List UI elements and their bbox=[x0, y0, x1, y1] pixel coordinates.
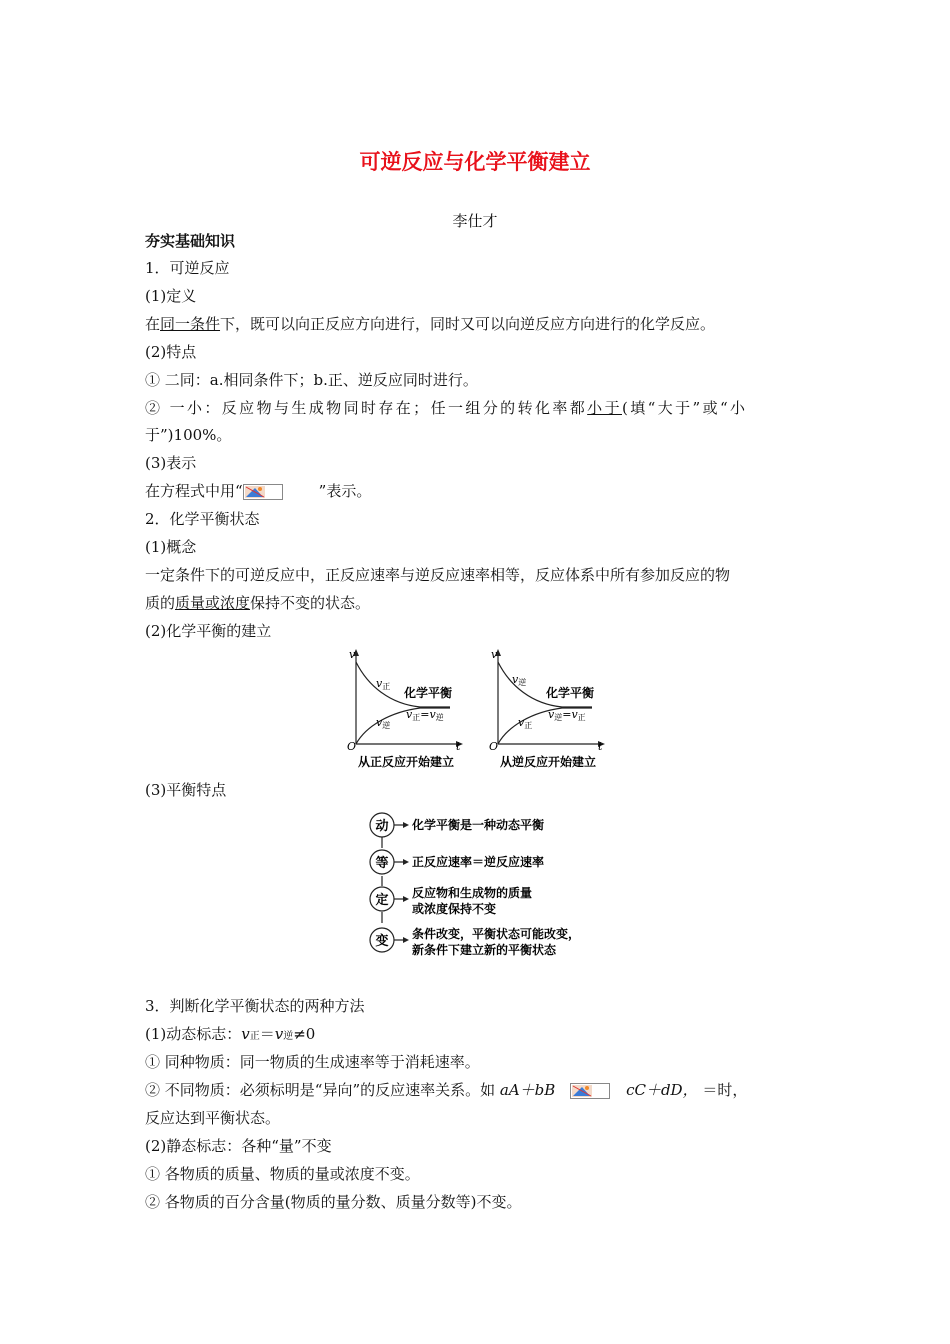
feature-one-small-cont: 于”)100%。 bbox=[145, 426, 232, 444]
lower-curve-label: v逆 bbox=[376, 716, 391, 730]
static-item-1: ① 各物质的质量、物质的量或浓度不变。 bbox=[145, 1165, 420, 1183]
heading-reversible-reaction: 1．可逆反应 bbox=[145, 259, 230, 277]
concept-label: (1)概念 bbox=[145, 538, 197, 556]
svg-text:定: 定 bbox=[375, 893, 389, 908]
reversible-arrow-icon bbox=[243, 484, 283, 500]
heading-judgment-methods: 3．判断化学平衡状态的两种方法 bbox=[145, 997, 365, 1015]
graph-reverse-start bbox=[482, 646, 622, 772]
x-axis-label: t bbox=[456, 740, 461, 753]
graph-caption: 从逆反应开始建立 bbox=[500, 755, 597, 769]
y-axis-label: v bbox=[491, 648, 498, 661]
heading-equilibrium-state: 2．化学平衡状态 bbox=[145, 510, 260, 528]
equality-label: v逆=v正 bbox=[548, 708, 586, 722]
graph-caption: 从正反应开始建立 bbox=[358, 755, 455, 769]
features-label: (2)特点 bbox=[145, 343, 197, 361]
definition-text: 在同一条件下，既可以向正反应方向进行，同时又可以向逆反应方向进行的化学反应。 bbox=[145, 315, 716, 333]
equilibrium-features-label: (3)平衡特点 bbox=[145, 781, 227, 799]
x-axis-label: t bbox=[598, 740, 603, 753]
upper-curve-label: v正 bbox=[376, 677, 391, 691]
svg-text:变: 变 bbox=[375, 934, 389, 949]
author: 李仕才 bbox=[452, 212, 498, 230]
feature-two-same: ① 二同：a.相同条件下；b.正、逆反应同时进行。 bbox=[145, 371, 478, 389]
feature-text-equal: 正反应速率＝逆反应速率 bbox=[412, 855, 545, 869]
section-heading: 夯实基础知识 bbox=[145, 232, 236, 250]
concept-text: 一定条件下的可逆反应中，正反应速率与逆反应速率相等，反应体系中所有参加反应的物 bbox=[145, 566, 731, 584]
feature-text-fixed-1: 反应物和生成物的质量 bbox=[412, 886, 533, 900]
upper-curve-label: v逆 bbox=[512, 673, 527, 687]
underlined-answer: 小于 bbox=[587, 399, 622, 417]
equilibrium-label: 化学平衡 bbox=[404, 686, 453, 700]
page-title: 可逆反应与化学平衡建立 bbox=[359, 150, 591, 174]
y-axis-label: v bbox=[349, 648, 356, 661]
lower-curve-label: v正 bbox=[518, 716, 533, 730]
origin-label: O bbox=[347, 740, 357, 753]
underlined-term: 同一条件 bbox=[160, 315, 221, 333]
graph-forward-start bbox=[340, 646, 480, 772]
static-item-2: ② 各物质的百分含量(物质的量分数、质量分数等)不变。 bbox=[145, 1193, 522, 1211]
representation-label: (3)表示 bbox=[145, 454, 197, 472]
reversible-arrow-icon bbox=[570, 1083, 610, 1099]
dynamic-sign: (1)动态标志：v正＝v逆≠0 bbox=[145, 1025, 316, 1043]
feature-text-change-1: 条件改变，平衡状态可能改变， bbox=[412, 927, 581, 941]
feature-text-change-2: 新条件下建立新的平衡状态 bbox=[412, 943, 557, 957]
representation-text: 在方程式中用“ ”表示。 bbox=[145, 482, 372, 500]
dynamic-same-substance: ① 同种物质：同一物质的生成速率等于消耗速率。 bbox=[145, 1053, 480, 1071]
equality-label: v正=v逆 bbox=[406, 708, 444, 722]
equilibrium-label: 化学平衡 bbox=[546, 686, 595, 700]
underlined-term: 质量或浓度 bbox=[175, 594, 251, 612]
dynamic-different-substance: ② 不同物质：必须标明是“异向”的反应速率关系。如 aA＋bB cC＋dD， ＝时， bbox=[145, 1081, 748, 1099]
origin-label: O bbox=[489, 740, 499, 753]
establish-label: (2)化学平衡的建立 bbox=[145, 622, 272, 640]
feature-one-small: ② 一小：反应物与生成物同时存在；任一组分的转化率都小于(填“大于”或“小 bbox=[145, 399, 748, 417]
svg-text:动: 动 bbox=[375, 819, 389, 834]
feature-text-fixed-2: 或浓度保持不变 bbox=[412, 902, 497, 916]
forward-rate-curve bbox=[356, 662, 453, 707]
static-sign: (2)静态标志：各种“量”不变 bbox=[145, 1137, 332, 1155]
definition-label: (1)定义 bbox=[145, 287, 197, 305]
feature-text-dynamic: 化学平衡是一种动态平衡 bbox=[412, 818, 545, 832]
dynamic-different-substance-cont: 反应达到平衡状态。 bbox=[145, 1109, 281, 1127]
svg-text:等: 等 bbox=[375, 856, 389, 871]
equilibrium-features-diagram bbox=[362, 808, 622, 968]
concept-text-cont: 质的质量或浓度保持不变的状态。 bbox=[145, 594, 371, 612]
